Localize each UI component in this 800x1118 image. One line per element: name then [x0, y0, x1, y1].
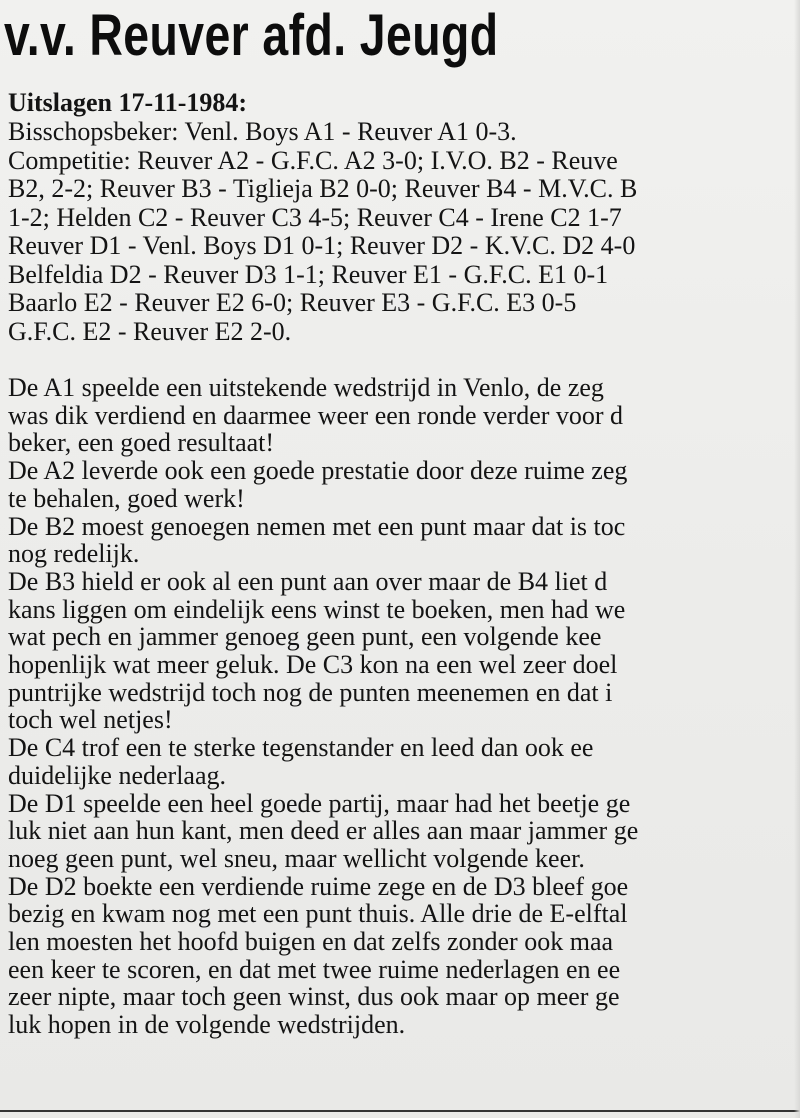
results-line: Baarlo E2 - Reuver E2 6-0; Reuver E3 - G.F.C. E3 0-5	[8, 288, 577, 317]
results-line: Reuver D1 - Venl. Boys D1 0-1; Reuver D2 - K.V.C. D2 4-0	[8, 231, 636, 260]
report-line: De D2 boekte een verdiende ruime zege en de D3 bleef goe	[8, 871, 629, 901]
results-line: Belfeldia D2 - Reuver D3 1-1; Reuver E1 - G.F.C. E1 0-1	[8, 259, 609, 289]
report-line: luk niet aan hun kant, men deed er alles aan maar jammer ge	[8, 816, 639, 846]
report-line: te behalen, goed werk!	[8, 483, 245, 513]
report-line: toch wel netjes!	[8, 705, 173, 735]
results-line: G.F.C. E2 - Reuver E2 2-0.	[8, 316, 292, 346]
report-line: nog redelijk.	[8, 539, 140, 569]
results-line: Competitie: Reuver A2 - G.F.C. A2 3-0; I.V.O. B2 - Reuve	[8, 145, 618, 175]
report-line: De B3 hield er ook al een punt aan over maar de B4 liet d	[8, 566, 608, 596]
results-line: B2, 2-2; Reuver B3 - Tiglieja B2 0-0; Reuver B4 - M.V.C. B	[8, 174, 638, 203]
report-line: wat pech en jammer genoeg geen punt, een volgende kee	[8, 622, 602, 652]
clipping-edge-shadow	[794, 0, 800, 1118]
report-line: De C4 trof een te sterke tegenstander en leed dan ook ee	[8, 733, 594, 763]
report-line: De A1 speelde een uitstekende wedstrijd in Venlo, de zeg	[8, 373, 604, 402]
report-line: beker, een goed resultaat!	[8, 428, 275, 458]
report-line: duidelijke nederlaag.	[8, 760, 227, 790]
results-line: 1-2; Helden C2 - Reuver C3 4-5; Reuver C4 - Irene C2 1-7	[8, 202, 622, 232]
report-line: De B2 moest genoegen nemen met een punt maar dat is toc	[8, 511, 626, 541]
report-line: was dik verdiend en daarmee weer een ronde verder voor d	[8, 400, 624, 430]
report-line: een keer te scoren, en dat met twee ruime nederlagen en ee	[8, 954, 621, 984]
results-line: Bisschopsbeker: Venl. Boys A1 - Reuver A1 0-3.	[8, 117, 517, 146]
report-line: kans liggen om eindelijk eens winst te boeken, men had we	[8, 594, 626, 624]
headline: v.v. Reuver afd. Jeugd	[4, 3, 499, 68]
report-line: hopenlijk wat meer geluk. De C3 kon na een wel zeer doel	[8, 650, 618, 680]
report-line: noeg geen punt, wel sneu, maar wellicht volgende keer.	[8, 843, 585, 873]
match-report	[8, 374, 800, 1039]
report-line: zeer nipte, maar toch geen winst, dus ook maar op meer ge	[8, 982, 620, 1012]
results-block	[8, 118, 800, 346]
bottom-rule	[0, 1110, 800, 1112]
report-line: puntrijke wedstrijd toch nog de punten meenemen en dat i	[8, 677, 613, 707]
report-line: De A2 leverde ook een goede prestatie door deze ruime zeg	[8, 456, 628, 486]
results-date-heading: Uitslagen 17-11-1984:	[8, 88, 248, 117]
report-line: De D1 speelde een heel goede partij, maar had het beetje ge	[8, 788, 631, 818]
report-line: luk hopen in de volgende wedstrijden.	[8, 1010, 406, 1040]
report-line: bezig en kwam nog met een punt thuis. Alle drie de E-elftal	[8, 899, 628, 929]
report-line: len moesten het hoofd buigen en dat zelfs zonder ook maa	[8, 927, 614, 957]
